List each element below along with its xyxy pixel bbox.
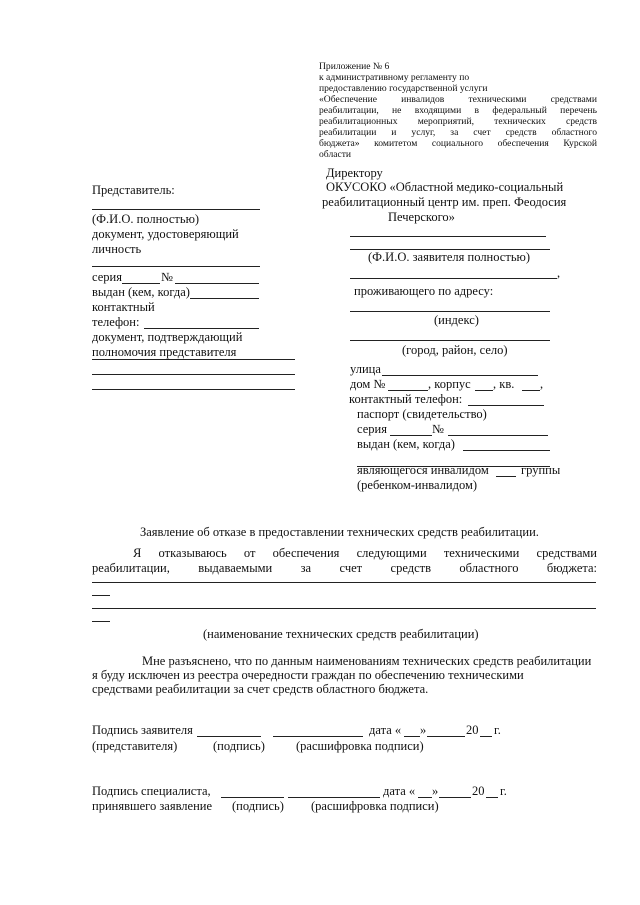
rep-number-line (175, 283, 259, 284)
statement-text: средствами реабилитации за счет средств областного бюджета. (92, 682, 429, 696)
kv-end: , (540, 377, 544, 391)
date-day-line (404, 736, 420, 737)
index-line (350, 311, 550, 312)
decode-line (273, 736, 363, 737)
addressee-title: Директору (326, 166, 383, 180)
rep-auth-line (92, 374, 295, 375)
issued-line (463, 450, 550, 451)
rep-series-label: серия (92, 270, 122, 284)
street-line (382, 375, 538, 376)
index-label: (индекс) (434, 313, 479, 327)
appendix-line: предоставлению государственной услуги (319, 83, 488, 94)
house-label: дом № (350, 377, 386, 391)
rep-contact-label: телефон: (92, 315, 140, 329)
rep-auth-label: полномочия представителя (92, 345, 237, 359)
issued-label: выдан (кем, когда) (357, 437, 455, 451)
rep-sign-label: (представителя) (92, 739, 178, 753)
date-quote: » (432, 784, 439, 798)
city-line (350, 340, 550, 341)
appendix-line: реабилитационных мероприятий, технических средств (319, 116, 597, 127)
year-line (480, 736, 492, 737)
rep-doc-label: документ, удостоверяющий (92, 227, 239, 241)
sign-line (221, 797, 284, 798)
kv-line (522, 390, 540, 391)
rep-fio-label: (Ф.И.О. полностью) (92, 212, 200, 226)
fio-line (350, 278, 557, 279)
house-line (388, 390, 428, 391)
year-line (486, 797, 498, 798)
appendix-line: области (319, 149, 352, 160)
sign-line (197, 736, 261, 737)
org-line: Печерского» (388, 210, 455, 224)
rep-title: Представитель: (92, 183, 175, 197)
tsr-line (92, 621, 110, 622)
appendix-line: к административному регламенту по (319, 72, 470, 83)
appendix-line: «Обеспечение инвалидов техническими средствами (319, 94, 597, 105)
appendix-line: реабилитации, не входящими в федеральный перечень (319, 105, 597, 116)
phone-label: контактный телефон: (349, 392, 463, 406)
appendix-line: реабилитации и услуг, за счет средств областного (319, 127, 597, 138)
invalid-label: являющегося инвалидом (357, 463, 489, 477)
street-label: улица (350, 362, 381, 376)
applicant-sign-label: Подпись заявителя (92, 723, 193, 737)
group-line (496, 476, 516, 477)
tsr-line (92, 582, 596, 583)
date-month-line (439, 797, 471, 798)
child-label: (ребенком-инвалидом) (357, 478, 478, 492)
fio-label: (Ф.И.О. заявителя полностью) (368, 250, 531, 264)
fio-line (350, 236, 546, 237)
tsr-line (92, 608, 596, 609)
statement-text: Я отказываюсь от обеспечения следующими техническими средствами (133, 546, 597, 560)
date-label: дата « (383, 784, 416, 798)
rep-doc-line (92, 266, 260, 267)
rep-issued-label: выдан (кем, когда) (92, 285, 190, 299)
org-line: реабилитационный центр им. преп. Феодосия (322, 195, 567, 209)
tsr-label: (наименование технических средств реабилитации) (203, 627, 479, 641)
sign-caption: (подпись) (213, 739, 265, 753)
statement-text: Мне разъяснено, что по данным наименованиям технических средств реабилитации (142, 654, 592, 668)
decode-caption: (расшифровка подписи) (296, 739, 424, 753)
passport-label: паспорт (свидетельство) (357, 407, 487, 421)
year-prefix: 20 (466, 723, 479, 737)
specialist-sign-label: Подпись специалиста, (92, 784, 211, 798)
org-line: ОКУСОКО «Областной медико-социальный (326, 180, 564, 194)
year-suffix: г. (494, 723, 501, 737)
statement-text: я буду исключен из реестра очередности граждан по обеспечению техническими (92, 668, 524, 682)
rep-doc-label: личность (92, 242, 142, 256)
number-line (448, 435, 548, 436)
rep-series-line (122, 283, 160, 284)
appendix-line: бюджета» комитетом социального обеспечения Курской (319, 138, 597, 149)
series-line (390, 435, 432, 436)
date-label: дата « (369, 723, 402, 737)
date-day-line (418, 797, 432, 798)
comma: , (557, 266, 561, 280)
sign-caption: (подпись) (232, 799, 284, 813)
tsr-line (92, 595, 110, 596)
appendix-line: Приложение № 6 (319, 61, 390, 72)
accepted-label: принявшего заявление (92, 799, 213, 813)
decode-line (288, 797, 380, 798)
number-label: № (432, 422, 444, 436)
date-month-line (427, 736, 465, 737)
statement-title: Заявление об отказе в предоставлении технических средств реабилитации. (140, 525, 539, 539)
year-prefix: 20 (472, 784, 485, 798)
korpus-line (475, 390, 493, 391)
phone-line (468, 405, 544, 406)
year-suffix: г. (500, 784, 507, 798)
city-label: (город, район, село) (402, 343, 508, 357)
korpus-label: , корпус (428, 377, 471, 391)
rep-fio-line (92, 209, 260, 210)
rep-auth-line (92, 359, 295, 360)
series-label: серия (357, 422, 387, 436)
rep-auth-label: документ, подтверждающий (92, 330, 243, 344)
rep-auth-line (92, 389, 295, 390)
rep-number-label: № (161, 270, 173, 284)
statement-text: реабилитации, выдаваемыми за счет средств областного бюджета: (92, 561, 597, 575)
date-quote: » (420, 723, 427, 737)
rep-contact-label: контактный (92, 300, 155, 314)
rep-issued-line (190, 298, 259, 299)
rep-phone-line (144, 328, 259, 329)
group-label: группы (521, 463, 561, 477)
residing-label: проживающего по адресу: (354, 284, 494, 298)
decode-caption: (расшифровка подписи) (311, 799, 439, 813)
kv-label: , кв. (493, 377, 515, 391)
